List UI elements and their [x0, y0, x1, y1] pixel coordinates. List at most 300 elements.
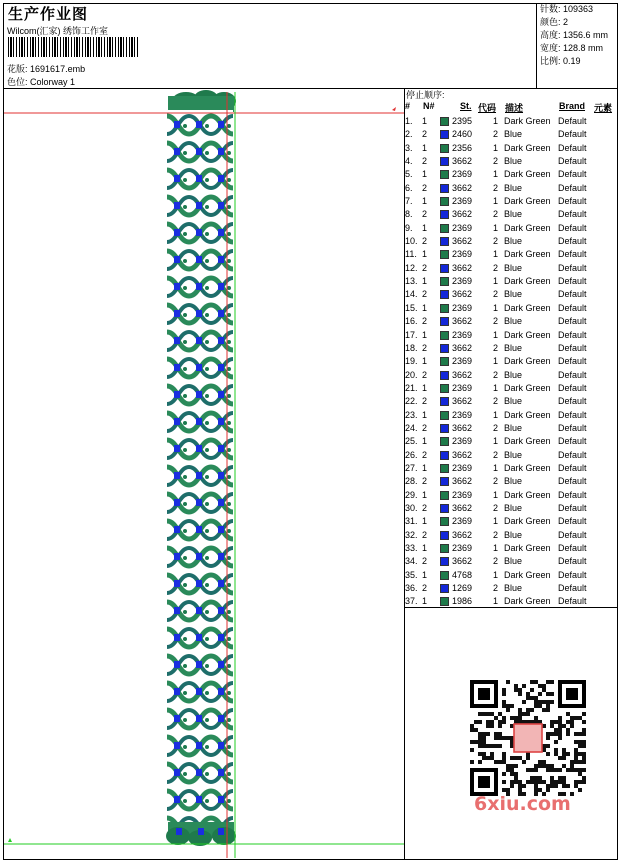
row-description: Blue: [504, 422, 523, 433]
row-description: Dark Green: [504, 249, 551, 260]
row-code: 2: [492, 369, 498, 380]
table-row: [404, 595, 618, 608]
row-brand: Default: [558, 556, 587, 567]
row-description: Dark Green: [504, 302, 551, 313]
row-brand: Default: [558, 302, 587, 313]
color-swatch: [440, 517, 449, 526]
row-code: 2: [492, 422, 498, 433]
row-needle: 2: [422, 289, 428, 300]
table-row: [404, 155, 618, 168]
row-description: Blue: [504, 556, 523, 567]
row-stitches: 3662: [452, 289, 473, 300]
row-code: 1: [492, 249, 498, 260]
row-stitches: 2369: [452, 222, 473, 233]
col-header-code: 代码: [478, 103, 497, 113]
row-brand: Default: [558, 529, 587, 540]
row-needle: 2: [422, 583, 428, 594]
row-needle: 1: [422, 596, 428, 607]
row-stitches: 2369: [452, 302, 473, 313]
header-divider: [536, 3, 537, 89]
color-swatch: [440, 264, 449, 273]
row-stitches: 2369: [452, 329, 473, 340]
colorway-label: 色位:: [7, 77, 28, 87]
row-description: Dark Green: [504, 142, 551, 153]
row-brand: Default: [558, 436, 587, 447]
row-index: 33.: [405, 543, 418, 553]
row-brand: Default: [558, 276, 587, 287]
color-swatch: [440, 357, 449, 366]
row-stitches: 2369: [452, 249, 473, 260]
design-bottom-ornament: [166, 822, 236, 846]
row-index: 3.: [405, 142, 413, 153]
row-brand: Default: [558, 462, 587, 473]
stat-colors: 颜色: 2: [540, 17, 569, 27]
row-brand: Default: [558, 422, 587, 433]
row-needle: 1: [422, 169, 428, 180]
color-swatch: [440, 250, 449, 259]
row-index: 11.: [405, 249, 417, 260]
row-code: 1: [492, 436, 498, 447]
row-code: 1: [492, 116, 498, 126]
row-brand: Default: [558, 129, 587, 140]
row-description: Blue: [504, 236, 523, 247]
row-needle: 1: [422, 543, 428, 553]
table-row: [404, 529, 618, 542]
row-brand: Default: [558, 356, 587, 367]
table-row: [404, 222, 618, 235]
row-stitches: 2369: [452, 169, 473, 180]
row-brand: Default: [558, 196, 587, 207]
col-header-description: 描述: [505, 103, 524, 113]
row-description: Blue: [504, 449, 523, 460]
row-needle: 1: [422, 249, 428, 260]
row-index: 2.: [405, 129, 413, 140]
row-brand: Default: [558, 249, 587, 260]
row-code: 2: [492, 156, 498, 167]
color-swatch: [440, 424, 449, 433]
table-row: [404, 475, 618, 488]
row-code: 1: [492, 569, 498, 580]
row-brand: Default: [558, 382, 587, 393]
row-index: 12.: [405, 262, 418, 273]
color-swatch: [440, 157, 449, 166]
row-code: 2: [492, 502, 498, 513]
row-description: Dark Green: [504, 196, 551, 207]
table-row: [404, 542, 618, 555]
row-brand: Default: [558, 342, 587, 353]
color-swatch: [440, 477, 449, 486]
row-brand: Default: [558, 142, 587, 153]
color-swatch: [440, 317, 449, 326]
qr-code: [470, 680, 586, 796]
row-description: Dark Green: [504, 409, 551, 420]
color-swatch: [440, 504, 449, 513]
row-code: 1: [492, 356, 498, 367]
row-needle: 2: [422, 476, 428, 487]
color-swatch: [440, 224, 449, 233]
row-code: 1: [492, 516, 498, 527]
row-index: 28.: [405, 476, 418, 487]
row-brand: Default: [558, 476, 587, 487]
row-description: Dark Green: [504, 489, 551, 500]
row-brand: Default: [558, 222, 587, 233]
row-brand: Default: [558, 543, 587, 553]
watermark: 6xiu.com: [474, 793, 571, 815]
row-index: 4.: [405, 156, 413, 167]
row-index: 18.: [405, 342, 418, 353]
row-needle: 1: [422, 329, 428, 340]
row-stitches: 3662: [452, 209, 473, 220]
table-row: [404, 302, 618, 315]
row-brand: Default: [558, 262, 587, 273]
row-description: Blue: [504, 342, 523, 353]
row-stitches: 2369: [452, 356, 473, 367]
stat-stitches: 针数: 109363: [540, 4, 594, 14]
table-row: [404, 409, 618, 422]
row-stitches: 2395: [452, 116, 473, 126]
row-index: 31.: [405, 516, 418, 527]
row-needle: 2: [422, 316, 428, 327]
row-index: 6.: [405, 182, 413, 193]
row-needle: 1: [422, 409, 428, 420]
row-index: 24.: [405, 422, 418, 433]
row-code: 1: [492, 543, 498, 553]
colorway-value: Colorway 1: [30, 77, 76, 87]
row-stitches: 2369: [452, 516, 473, 527]
stat-scale: 比例: 0.19: [540, 56, 581, 66]
color-swatch: [440, 130, 449, 139]
row-index: 29.: [405, 489, 418, 500]
row-code: 1: [492, 462, 498, 473]
row-description: Dark Green: [504, 356, 551, 367]
row-brand: Default: [558, 236, 587, 247]
row-code: 1: [492, 329, 498, 340]
row-brand: Default: [558, 449, 587, 460]
row-needle: 1: [422, 222, 428, 233]
row-brand: Default: [558, 169, 587, 180]
row-needle: 1: [422, 436, 428, 447]
table-row: [404, 489, 618, 502]
row-needle: 1: [422, 302, 428, 313]
color-swatch: [440, 277, 449, 286]
row-needle: 1: [422, 356, 428, 367]
color-swatch: [440, 491, 449, 500]
row-needle: 1: [422, 489, 428, 500]
row-description: Dark Green: [504, 462, 551, 473]
row-stitches: 3662: [452, 342, 473, 353]
row-stitches: 2369: [452, 462, 473, 473]
row-index: 32.: [405, 529, 418, 540]
row-description: Blue: [504, 182, 523, 193]
row-brand: Default: [558, 596, 587, 607]
row-stitches: 3662: [452, 422, 473, 433]
row-description: Dark Green: [504, 382, 551, 393]
stop-sequence-title: 停止顺序:: [406, 90, 445, 100]
col-header-brand: Brand: [559, 101, 586, 111]
row-code: 2: [492, 476, 498, 487]
row-needle: 2: [422, 182, 428, 193]
table-row: [404, 582, 618, 595]
table-row: [404, 555, 618, 568]
color-swatch: [440, 571, 449, 580]
row-index: 8.: [405, 209, 413, 220]
table-row: [404, 208, 618, 221]
row-needle: 1: [422, 569, 428, 580]
row-description: Dark Green: [504, 436, 551, 447]
row-code: 1: [492, 409, 498, 420]
row-brand: Default: [558, 369, 587, 380]
row-needle: 1: [422, 196, 428, 207]
color-swatch: [440, 290, 449, 299]
row-stitches: 3662: [452, 156, 473, 167]
row-index: 13.: [405, 276, 418, 287]
table-row: [404, 329, 618, 342]
row-description: Dark Green: [504, 596, 551, 607]
table-row: [404, 248, 618, 261]
row-index: 26.: [405, 449, 418, 460]
row-brand: Default: [558, 289, 587, 300]
row-needle: 2: [422, 502, 428, 513]
row-code: 2: [492, 182, 498, 193]
color-swatch: [440, 371, 449, 380]
table-row: [404, 195, 618, 208]
row-brand: Default: [558, 516, 587, 527]
row-description: Blue: [504, 209, 523, 220]
row-index: 30.: [405, 502, 418, 513]
row-needle: 1: [422, 276, 428, 287]
table-row: [404, 142, 618, 155]
row-brand: Default: [558, 116, 587, 126]
color-swatch: [440, 557, 449, 566]
page-title: 生产作业图: [8, 6, 89, 23]
row-stitches: 3662: [452, 396, 473, 407]
color-swatch: [440, 464, 449, 473]
row-stitches: 3662: [452, 476, 473, 487]
row-index: 36.: [405, 583, 418, 594]
row-brand: Default: [558, 396, 587, 407]
row-code: 1: [492, 196, 498, 207]
row-description: Blue: [504, 583, 523, 594]
row-code: 2: [492, 449, 498, 460]
color-swatch: [440, 584, 449, 593]
row-brand: Default: [558, 502, 587, 513]
table-row: [404, 462, 618, 475]
design-braid-band: [167, 110, 233, 830]
table-row: [404, 369, 618, 382]
end-marker-icon: [8, 838, 12, 842]
row-code: 2: [492, 556, 498, 567]
row-code: 1: [492, 382, 498, 393]
row-stitches: 2369: [452, 543, 473, 553]
row-needle: 1: [422, 142, 428, 153]
row-brand: Default: [558, 569, 587, 580]
row-description: Blue: [504, 396, 523, 407]
row-description: Dark Green: [504, 569, 551, 580]
company-name: Wilcom(汇家) 绣饰工作室: [7, 26, 108, 36]
row-needle: 2: [422, 156, 428, 167]
row-needle: 2: [422, 422, 428, 433]
row-stitches: 1986: [452, 596, 473, 607]
row-code: 2: [492, 236, 498, 247]
row-index: 25.: [405, 436, 418, 447]
row-brand: Default: [558, 583, 587, 594]
row-description: Blue: [504, 529, 523, 540]
row-index: 16.: [405, 316, 418, 327]
row-needle: 2: [422, 449, 428, 460]
row-stitches: 3662: [452, 262, 473, 273]
color-swatch: [440, 210, 449, 219]
row-stitches: 3662: [452, 236, 473, 247]
table-row: [404, 422, 618, 435]
row-stitches: 2369: [452, 489, 473, 500]
row-description: Dark Green: [504, 516, 551, 527]
color-swatch: [440, 331, 449, 340]
design-value: 1691617.emb: [30, 64, 86, 74]
start-marker-icon: [392, 107, 396, 111]
row-code: 2: [492, 262, 498, 273]
row-index: 15.: [405, 302, 418, 313]
color-swatch: [440, 397, 449, 406]
color-swatch: [440, 451, 449, 460]
row-description: Blue: [504, 156, 523, 167]
table-row: [404, 115, 618, 128]
color-swatch: [440, 544, 449, 553]
row-code: 1: [492, 169, 498, 180]
row-stitches: 2460: [452, 129, 473, 140]
row-code: 1: [492, 302, 498, 313]
stop-sequence-rows: [404, 115, 618, 609]
row-index: 5.: [405, 169, 413, 180]
row-description: Blue: [504, 129, 523, 140]
row-brand: Default: [558, 489, 587, 500]
stat-width: 宽度: 128.8 mm: [540, 43, 604, 53]
row-description: Dark Green: [504, 222, 551, 233]
design-top-ornament: [168, 90, 236, 112]
table-row: [404, 275, 618, 288]
row-stitches: 2369: [452, 382, 473, 393]
row-index: 14.: [405, 289, 418, 300]
row-needle: 2: [422, 262, 428, 273]
row-needle: 2: [422, 556, 428, 567]
table-row: [404, 342, 618, 355]
row-code: 2: [492, 289, 498, 300]
row-code: 1: [492, 489, 498, 500]
col-header-needle: N#: [423, 101, 435, 111]
design-label: 花版:: [7, 64, 28, 74]
color-swatch: [440, 344, 449, 353]
table-row: [404, 435, 618, 448]
row-description: Dark Green: [504, 169, 551, 180]
color-swatch: [440, 411, 449, 420]
row-brand: Default: [558, 329, 587, 340]
row-code: 2: [492, 129, 498, 140]
table-row: [404, 382, 618, 395]
row-needle: 2: [422, 236, 428, 247]
color-swatch: [440, 384, 449, 393]
row-index: 17.: [405, 329, 418, 340]
table-row: [404, 355, 618, 368]
color-swatch: [440, 597, 449, 606]
row-code: 1: [492, 276, 498, 287]
row-stitches: 2369: [452, 409, 473, 420]
row-stitches: 2356: [452, 142, 473, 153]
row-stitches: 3662: [452, 182, 473, 193]
row-brand: Default: [558, 316, 587, 327]
row-stitches: 3662: [452, 529, 473, 540]
row-stitches: 3662: [452, 316, 473, 327]
col-header-element: 元素: [594, 103, 613, 113]
row-needle: 2: [422, 129, 428, 140]
row-index: 20.: [405, 369, 418, 380]
col-header-index: #: [405, 101, 411, 111]
row-needle: 1: [422, 516, 428, 527]
row-description: Blue: [504, 502, 523, 513]
row-index: 1.: [405, 116, 413, 126]
row-description: Blue: [504, 476, 523, 487]
color-swatch: [440, 437, 449, 446]
table-row: [404, 449, 618, 462]
row-code: 1: [492, 596, 498, 607]
color-swatch: [440, 237, 449, 246]
row-index: 21.: [405, 382, 418, 393]
table-row: [404, 262, 618, 275]
row-index: 35.: [405, 569, 418, 580]
row-brand: Default: [558, 156, 587, 167]
row-needle: 2: [422, 342, 428, 353]
row-index: 37.: [405, 596, 418, 607]
row-index: 19.: [405, 356, 418, 367]
row-description: Dark Green: [504, 116, 551, 126]
color-swatch: [440, 184, 449, 193]
table-row: [404, 168, 618, 181]
row-stitches: 3662: [452, 502, 473, 513]
col-header-stitches: St.: [460, 101, 472, 111]
row-brand: Default: [558, 409, 587, 420]
table-row: [404, 288, 618, 301]
row-stitches: 2369: [452, 436, 473, 447]
color-swatch: [440, 531, 449, 540]
table-row: [404, 395, 618, 408]
row-code: 2: [492, 529, 498, 540]
row-needle: 2: [422, 529, 428, 540]
row-brand: Default: [558, 182, 587, 193]
row-needle: 1: [422, 462, 428, 473]
row-description: Blue: [504, 289, 523, 300]
color-swatch: [440, 170, 449, 179]
table-row: [404, 502, 618, 515]
row-index: 23.: [405, 409, 418, 420]
row-needle: 2: [422, 396, 428, 407]
design-stats: [540, 3, 618, 68]
row-needle: 2: [422, 369, 428, 380]
row-index: 10.: [405, 236, 418, 247]
row-stitches: 3662: [452, 449, 473, 460]
color-swatch: [440, 197, 449, 206]
table-row: [404, 128, 618, 141]
table-row: [404, 182, 618, 195]
row-code: 2: [492, 396, 498, 407]
row-index: 9.: [405, 222, 413, 233]
stat-height: 高度: 1356.6 mm: [540, 30, 609, 40]
table-row: [404, 515, 618, 528]
row-code: 2: [492, 583, 498, 594]
row-needle: 1: [422, 382, 428, 393]
row-description: Dark Green: [504, 543, 551, 553]
color-swatch: [440, 117, 449, 126]
color-swatch: [440, 304, 449, 313]
row-description: Dark Green: [504, 276, 551, 287]
table-row: [404, 315, 618, 328]
